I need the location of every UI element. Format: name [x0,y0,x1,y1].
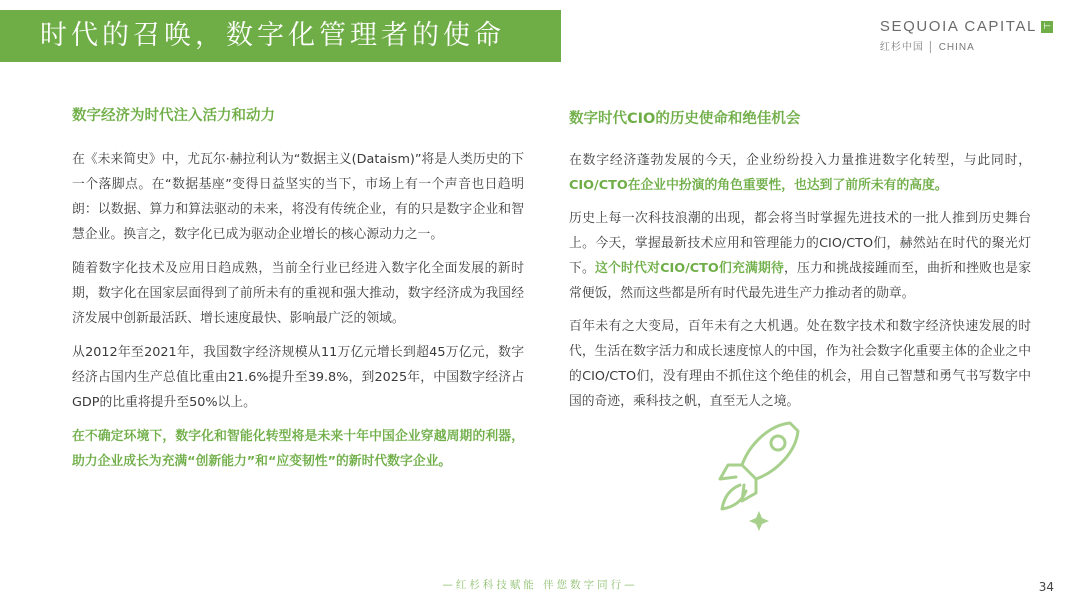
logo-title: SEQUOIA CAPITAL [879,18,1037,35]
rocket-icon [712,415,808,533]
sequoia-logo [880,18,1053,53]
right-paragraph-2-text: 历史上每一次科技浪潮的出现，都会将当时掌握先进技术的一批人推到历史舞台上。今天，掌握最新技术应用和管理能力的CIO/CTO们，赫然站在时代的聚光灯下。 [569,211,1031,276]
right-paragraph-2-tail: ，压力和挑战接踵而至，曲折和挫败也是家常便饭，然而这些都是所有时代最先进生产力推动者的勋章。 [569,261,1032,301]
right-heading: 数字时代CIO的历史使命和绝佳机会 [569,111,801,127]
logo-mark-icon: ⊢ [1041,21,1053,33]
left-column [72,104,524,483]
sparkle-star-icon [749,511,769,531]
footer-slogan: —红杉科技赋能 伴您数字同行— [442,579,638,591]
left-heading: 数字经济为时代注入活力和动力 [72,108,275,124]
right-paragraph-3: 百年未有之大变局，百年未有之大机遇。处在数字技术和数字经济快速发展的时代，生活在数字活力和成长速度惊人的中国，作为社会数字化重要主体的企业之中的CIO/CTO们，没有理由不抓住这个绝佳的机会，用自己智慧和勇气书写数字中国的奇迹，乘科技之帆，直至无人之境。 [569,319,1031,409]
page-number: 34 [1038,580,1054,594]
left-paragraph-1: 在《未来简史》中，尤瓦尔·赫拉利认为“数据主义(Dataism)”将是人类历史的下一个落脚点。在“数据基座”变得日益坚实的当下，市场上有一个声音也日趋明朗：以数据、算力和算法驱动的未来，将没有传统企业，有的只是数字企业和智慧企业。换言之，数字化已成为驱动企业增长的核心源动力之一。 [72,152,524,242]
right-paragraph-2 [569,206,1031,306]
page-title: 时代的召唤，数字化管理者的使命 [40,20,505,51]
right-paragraph-1-text: 在数字经济蓬勃发展的今天，企业纷纷投入力量推进数字化转型，与此同时， [569,153,1031,168]
right-paragraph-1-highlight: CIO/CTO在企业中扮演的角色重要性，也达到了前所未有的高度。 [569,178,948,193]
right-paragraph-2-highlight: 这个时代对CIO/CTO们充满期待 [595,261,785,276]
title-banner [0,10,561,62]
left-paragraph-3: 从2012年至2021年，我国数字经济规模从11万亿元增长到超45万亿元，数字经济占国内生产总值比重由21.6%提升至39.8%，到2025年，中国数字经济占GDP的比重将提升至50%以上。 [72,345,524,410]
left-paragraph-2: 随着数字化技术及应用日趋成熟，当前全行业已经进入数字化全面发展的新时期，数字化在国家层面得到了前所未有的重视和强大推动，数字经济成为我国经济发展中创新最活跃、增长速度最快、影响最广泛的领域。 [72,261,524,326]
logo-subtitle: 红杉中国 │ CHINA [879,42,975,53]
right-column [569,104,1031,422]
right-paragraph-1 [569,148,1031,198]
left-highlight-paragraph: 在不确定环境下，数字化和智能化转型将是未来十年中国企业穿越周期的利器，助力企业成长为充满“创新能力”和“应变韧性”的新时代数字企业。 [72,429,524,469]
